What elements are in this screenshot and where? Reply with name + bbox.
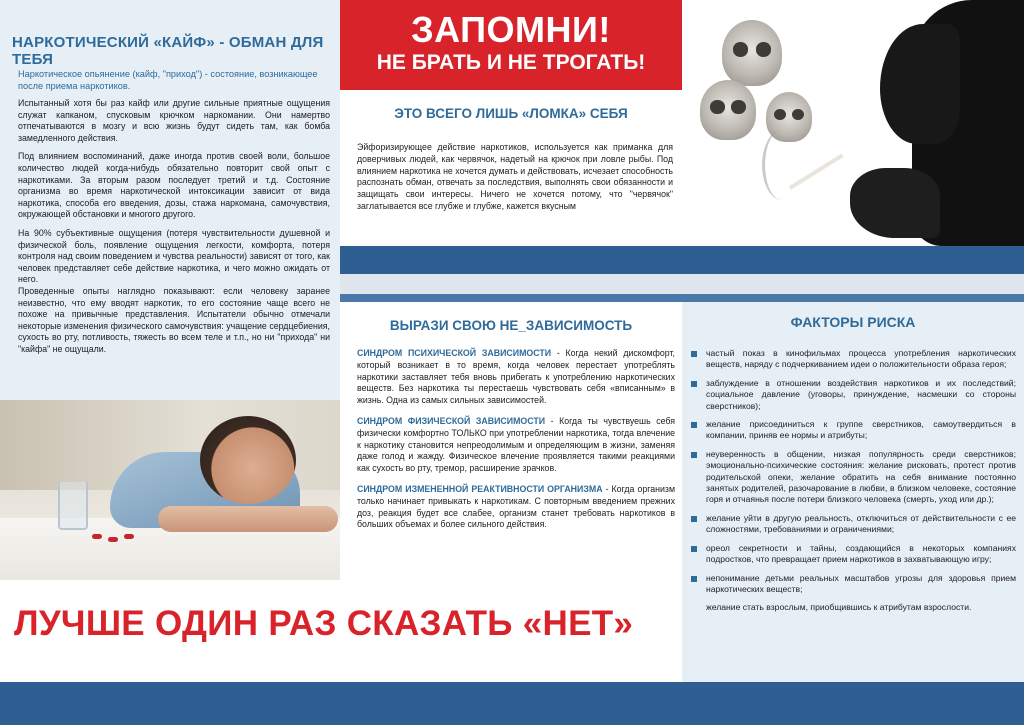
left-paragraph-3: На 90% субъективные ощущения (потеря чувствительности душевной и физической боль, появление ощущения легкости, комфорта, потеря контроля над своим поведением и чувства реальности) зависят от того, как человек представляет себе действие наркотика, и чего можно ожидать от него. <box>18 227 330 285</box>
risk-item: неуверенность в общении, низкая популярность среди сверстников; эмоционально-психические состояния: желание рисковать, протест против родительской опеки, желание обратить на себя внимание постоянно занятых родителей, разочарование в любви, в близком человеке, состояние горя и отчаянья после потери близкого человека (смерть, уход или др.); <box>688 449 1016 506</box>
syndrome-1-title: СИНДРОМ ПСИХИЧЕСКОЙ ЗАВИСИМОСТИ <box>357 348 552 358</box>
pill <box>92 534 102 539</box>
risk-item: частый показ в кинофильмах процесса употребления наркотических веществ, наряду с подчеркиванием идеи о положительности образа героя; <box>688 348 1016 371</box>
risk-factors-title: ФАКТОРЫ РИСКА <box>790 314 916 330</box>
risk-item: ореол секретности и тайны, создающийся в некоторых компаниях подростков, что превращает прием наркотиков в захватывающую игру; <box>688 543 1016 566</box>
syndromes-text <box>357 348 675 540</box>
risk-item: заблуждение в отношении воздействия наркотиков и их последствий; социальное давление (уговоры, принуждение, насмешки со стороны сверстников); <box>688 378 1016 412</box>
syndrome-1-text: - Когда некий дискомфорт, который возникает в то время, когда человек перестает употреблять наркотики заставляет тебя вновь прибегать к употреблению наркотических веществ. Без наркотика ты перестаешь чувствовать себя «вписанным» в жизнь. Одна из самых сильных зависимостей. <box>357 348 675 406</box>
skull-smoke-image <box>700 80 756 140</box>
middle-bottom-section <box>340 302 682 600</box>
syndrome-3-title: СИНДРОМ ИЗМЕНЕННОЙ РЕАКТИВНОСТИ ОРГАНИЗМА <box>357 483 603 494</box>
square-bullet-icon <box>691 546 697 552</box>
syndrome-3 <box>357 484 675 531</box>
divider-band-mid <box>340 294 1024 302</box>
pill <box>124 534 134 539</box>
boy-on-table-photo <box>0 400 340 580</box>
syndrome-1 <box>357 348 675 407</box>
divider-band-dark <box>340 246 1024 274</box>
photo-head <box>200 416 296 504</box>
skull-smoke-image <box>722 20 782 86</box>
water-glass <box>58 482 88 530</box>
slogan: ЛУЧШЕ ОДИН РАЗ СКАЗАТЬ «НЕТ» <box>14 604 634 643</box>
left-paragraph-4: Проведенные опыты наглядно показывают: если человеку заранее неизвестно, что ему вводят наркотик, то его состояние чаще всего не похоже на привычные представления. Испытатели обычно отмечали некоторые изменения физического самочувствия: учащение сердцебиения, сухость во рту, потливость, тяжесть во всем теле и т.п., но ни "прихода" ни "кайфа" не ощущали. <box>18 285 330 354</box>
square-bullet-icon <box>691 351 697 357</box>
left-body <box>18 98 330 362</box>
syndrome-2-text: - Когда ты чувствуешь себя физически комфортно ТОЛЬКО при употреблении наркотика, тогда влечение к наркотику становится непреодолимым и определяющим в жизни, заменяя даже голод и жажду. Физическое влечение проявляется такими реакциями как сухость во рту, тремор, расширение зрачков. <box>357 415 675 474</box>
left-paragraph-2: Под влиянием воспоминаний, даже иногда против своей воли, большое количество людей когда-нибудь обязательно повторит свой опыт с наркотиками. За вторым разом последует третий и т.д. Состояние организма во время наркотической интоксикации зависит от вида наркотика, способа его введения, дозы, стажа наркомана, самочувствия, окружающей обстановки и многого другого. <box>18 151 330 220</box>
left-paragraph-1: Испытанный хотя бы раз кайф или другие сильные приятные ощущения служат капканом, спусковым крючком наркомании. Они намертво отпечатываются в мозгу и всю жизнь будут сидеть там, как бомба замедленного действия. <box>18 98 330 143</box>
syndrome-2-title: СИНДРОМ ФИЗИЧЕСКОЙ ЗАВИСИМОСТИ <box>357 415 546 426</box>
middle-top-title: ЭТО ВСЕГО ЛИШЬ «ЛОМКА» СЕБЯ <box>394 106 628 121</box>
smoking-woman-photo <box>682 0 1024 246</box>
risk-item: желание присоединиться к группе сверстников, самоутвердиться в компании, приняв ее нормы и атрибуты; <box>688 419 1016 442</box>
syndrome-3-text: - Когда организм только начинает привыкать к наркотикам. С повторным введением прежних доз, реакция будет все слабее, организм станет требовать наркотиков в больших объемах и более сильного действия. <box>357 483 675 530</box>
square-bullet-icon <box>691 516 697 522</box>
square-bullet-icon <box>691 422 697 428</box>
banner-subtitle: НЕ БРАТЬ И НЕ ТРОГАТЬ! <box>376 51 646 74</box>
risk-item: непонимание детьми реальных масштабов угрозы для здоровья прием наркотических веществ; <box>688 573 1016 596</box>
middle-top-section <box>340 90 682 246</box>
risk-item: желание уйти в другую реальность, отключиться от действительности с ее сложностями, требованиями и ограничениями; <box>688 513 1016 536</box>
left-lead: Наркотическое опьянение (кайф, "приход") - состояние, возникающее после приема наркотиков. <box>18 69 318 91</box>
divider-band-light <box>340 274 1024 294</box>
woman-hand <box>850 168 940 238</box>
photo-arm <box>158 506 338 532</box>
middle-bottom-title: ВЫРАЗИ СВОЮ НЕ_ЗАВИСИМОСТЬ <box>389 318 633 333</box>
risk-item-last: желание стать взрослым, приобщившись к атрибутам взрослости. <box>706 602 972 613</box>
banner-title: ЗАПОМНИ! <box>411 9 611 50</box>
pill <box>108 537 118 542</box>
square-bullet-icon <box>691 576 697 582</box>
left-column <box>0 0 340 400</box>
woman-face <box>880 24 960 144</box>
syndrome-2 <box>357 416 675 475</box>
square-bullet-icon <box>691 381 697 387</box>
left-title: НАРКОТИЧЕСКИЙ «КАЙФ» - ОБМАН ДЛЯ ТЕБЯ <box>12 34 324 68</box>
middle-top-text: Эйфоризирующее действие наркотиков, используется как приманка для доверчивых людей, как червячок, надетый на крючок при ловле рыбы. Под влиянием наркотика не хочется думать и действовать, исчезает способность распознать обман, отвечать за последствия, выполнять свои обязанности и защищать свои интересы. Ничего не хочется потому, что "червячок" заглатывается все глубже и глубже, кажется вкусным <box>357 142 673 211</box>
footer-bar <box>0 682 1024 725</box>
square-bullet-icon <box>691 452 697 458</box>
risk-factors-section <box>682 302 1024 682</box>
smoke-trail <box>762 130 802 200</box>
warning-banner <box>340 0 682 90</box>
risk-factors-list <box>688 348 1016 621</box>
